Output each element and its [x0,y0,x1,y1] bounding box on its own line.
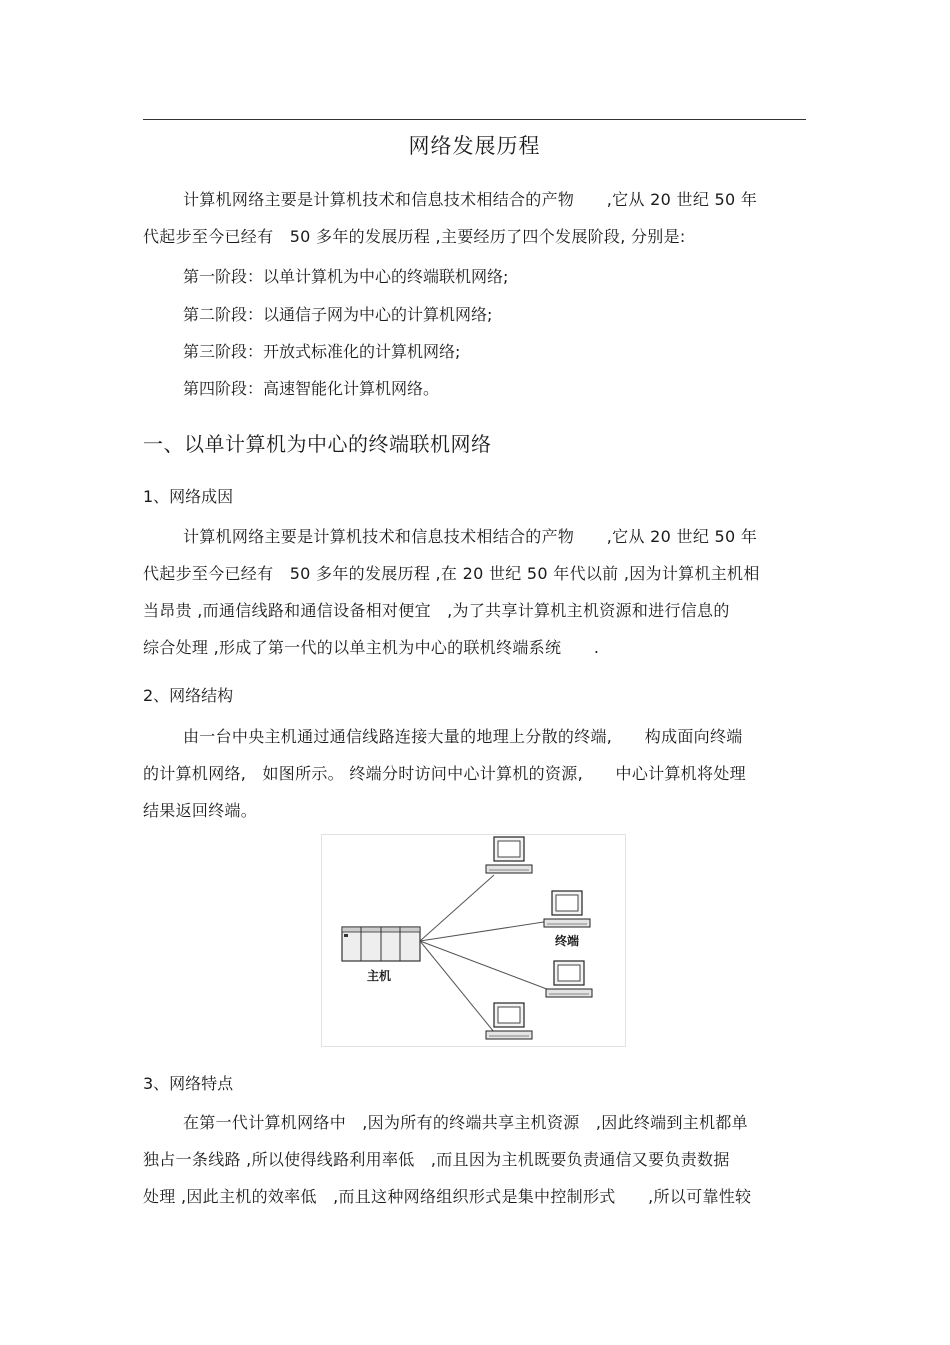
paragraph-line: 计算机网络主要是计算机技术和信息技术相结合的产物 ,它从 20 世纪 50 年 [183,527,758,546]
header-rule [143,119,806,120]
paragraph-line: 综合处理 ,形成了第一代的以单主机为中心的联机终端系统 . [143,638,600,657]
intro-paragraph [143,181,808,255]
terminal-icon [486,837,532,873]
stage-item: 第三阶段：开放式标准化的计算机网络; [183,342,461,361]
intro-line: 计算机网络主要是计算机技术和信息技术相结合的产物 ,它从 20 世纪 50 年 [183,190,758,209]
stage-item: 第四阶段：高速智能化计算机网络。 [183,379,440,398]
subsection-heading: 2、网络结构 [143,686,234,705]
subsection-heading: 1、网络成因 [143,487,234,506]
network-diagram-svg [322,835,627,1048]
structure-paragraph [143,718,808,829]
paragraph-line: 处理 ,因此主机的效率低 ,而且这种网络组织形式是集中控制形式 ,所以可靠性较 [143,1187,752,1206]
page-title: 网络发展历程 [408,134,541,158]
terminal-icon [546,961,592,997]
terminal-icon [486,1003,532,1039]
paragraph-line: 当昂贵 ,而通信线路和通信设备相对便宜 ,为了共享计算机主机资源和进行信息的 [143,601,730,620]
paragraph-line: 在第一代计算机网络中 ,因为所有的终端共享主机资源 ,因此终端到主机都单 [183,1113,748,1132]
subsection-heading: 3、网络特点 [143,1074,234,1093]
paragraph-line: 结果返回终端。 [143,801,258,820]
paragraph-line: 独占一条线路 ,所以使得线路利用率低 ,而且因为主机既要负责通信又要负责数据 [143,1150,730,1169]
stage-item: 第二阶段：以通信子网为中心的计算机网络; [183,305,493,324]
paragraph-line: 由一台中央主机通过通信线路连接大量的地理上分散的终端, 构成面向终端 [183,727,743,746]
section-heading: 一、以单计算机为中心的终端联机网络 [143,432,492,456]
cause-paragraph [143,518,808,666]
stage-item: 第一阶段：以单计算机为中心的终端联机网络; [183,267,509,286]
terminal-icon [544,891,590,927]
paragraph-line: 的计算机网络, 如图所示。 终端分时访问中心计算机的资源, 中心计算机将处理 [143,764,746,783]
connection-lines [420,875,552,1032]
features-paragraph [143,1104,808,1215]
terminal-label: 终端 [555,934,580,948]
host-label: 主机 [367,969,392,983]
intro-line: 代起步至今已经有 50 多年的发展历程 ,主要经历了四个发展阶段, 分别是: [143,227,686,246]
host-computer-icon [342,927,420,961]
paragraph-line: 代起步至今已经有 50 多年的发展历程 ,在 20 世纪 50 年代以前 ,因为计算机主机相 [143,564,760,583]
network-diagram [321,834,626,1047]
